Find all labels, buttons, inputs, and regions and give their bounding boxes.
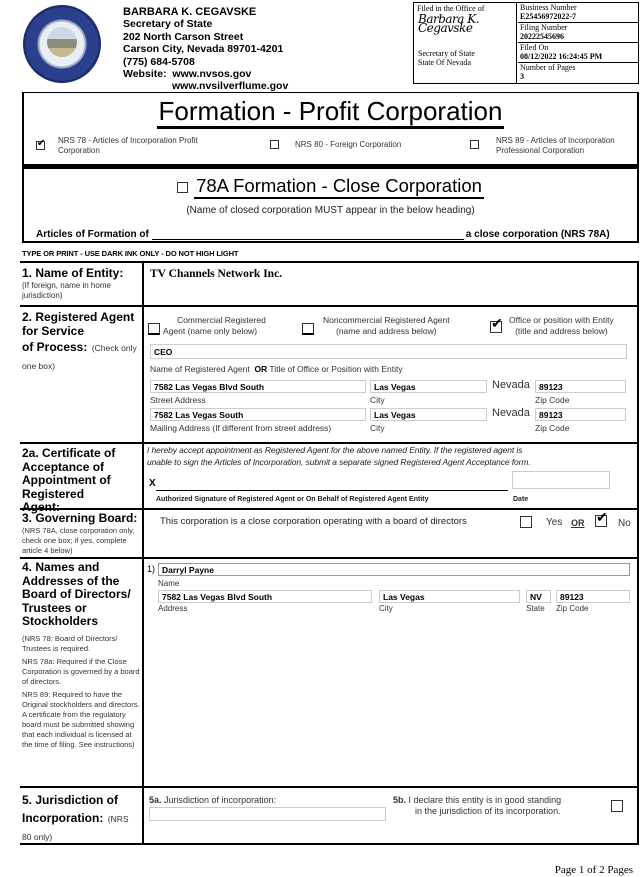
street-zip-field[interactable]: 89123 (535, 380, 626, 393)
director-entry-1 (144, 559, 639, 786)
option-nrs-89[interactable] (470, 136, 615, 156)
nrs-78-label-1: NRS 78 - Articles of Incorporation Profit (58, 136, 198, 145)
date-caption: Date (513, 496, 529, 503)
section-4-note-3: NRS 89: Required to have the Original stockholders and directors. A certificate from the regulatory board must be submitted showing that each individual is licensed at the time of filing. See instructions) (22, 689, 140, 749)
good-standing-checkbox[interactable] (611, 800, 623, 812)
filed-on-label: Filed On (520, 43, 549, 52)
acceptance-date-field[interactable] (512, 471, 610, 489)
noncommercial-agent-checkbox[interactable] (302, 323, 314, 335)
close-corporation-checkbox[interactable] (177, 182, 188, 193)
section-5-heading: 5. Jurisdiction of Incorporation: (22, 793, 119, 825)
official-name: BARBARA K. CEGAVSKE (123, 6, 257, 18)
street-state: Nevada (492, 379, 530, 391)
agent-type-commercial[interactable] (148, 315, 266, 337)
section-1-heading: 1. Name of Entity: (22, 266, 124, 280)
filed-on-cell (518, 43, 639, 63)
agent-type-office[interactable] (490, 315, 614, 337)
section-1-name-of-entity (20, 263, 639, 307)
street-zip-caption: Zip Code (535, 395, 570, 405)
agent-type-noncommercial[interactable] (302, 315, 450, 337)
address-line-2: Carson City, Nevada 89701-4201 (123, 43, 284, 56)
website-link-2[interactable]: www.nvsilverflume.gov (172, 80, 289, 93)
section-1-subtext: (If foreign, name in home jurisdiction) (22, 280, 111, 300)
seal-landscape (47, 27, 77, 57)
section-2-heading-2: of Process: (22, 340, 88, 354)
section-2a-heading: 2a. Certificate of Acceptance of Appointment of Registered Agent: (22, 446, 116, 514)
street-city-caption: City (370, 395, 385, 405)
option-nrs-80[interactable] (270, 140, 401, 150)
section-4-board-of-directors (20, 559, 639, 788)
secretary-line-1: Secretary of State (418, 49, 475, 58)
director-zip-caption: Zip Code (556, 604, 589, 613)
noncommercial-agent-label-1: Noncommercial Registered Agent (323, 315, 450, 325)
address-line-1: 202 North Carson Street (123, 30, 244, 43)
formation-type-box (22, 92, 639, 166)
governing-board-yes-label: Yes (546, 517, 563, 528)
mailing-zip-field[interactable]: 89123 (535, 408, 626, 421)
director-name-caption: Name (158, 579, 180, 588)
secretary-line-2: State Of Nevada (418, 57, 471, 67)
section-5-jurisdiction (20, 788, 639, 845)
jurisdiction-label (149, 795, 276, 805)
mailing-city-caption: City (370, 423, 385, 433)
filing-number-cell (518, 23, 639, 43)
business-number-cell (518, 3, 639, 23)
articles-suffix-label: a close corporation (NRS 78A) (465, 229, 610, 240)
governing-board-no-checkbox[interactable] (595, 515, 607, 527)
pages-label: Number of Pages (520, 63, 576, 72)
agent-name-caption: Name of Registered Agent OR Title of Office or Position with Entity (150, 364, 403, 374)
agent-name-field[interactable]: CEO (150, 344, 627, 359)
director-index: 1) (147, 564, 156, 574)
section-4-heading: 4. Names and Addresses of the Board of Directors/ Trustees or Stockholders (22, 560, 131, 628)
section-3-subtext: (NRS 78A, close corporation only, check one box; if yes, complete article 4 below) (22, 525, 135, 555)
office-position-checkbox[interactable] (490, 321, 502, 333)
nrs-89-checkbox[interactable] (470, 140, 479, 149)
governing-board-no-label: No (618, 518, 631, 529)
filing-number-value: 20222545696 (520, 31, 564, 41)
nrs-78-label-2: Corporation (58, 146, 100, 155)
governing-board-yes-checkbox[interactable] (520, 516, 532, 528)
close-corporation-box (22, 166, 639, 243)
director-address-field[interactable]: 7582 Las Vegas Blvd South (158, 590, 372, 603)
jurisdiction-field[interactable] (149, 807, 386, 821)
good-standing-line-2: in the jurisdiction of its incorporation. (415, 806, 561, 816)
nrs-89-label-2: Professional Corporation (496, 146, 585, 155)
nevada-state-seal-icon (23, 5, 101, 83)
commercial-agent-checkbox[interactable] (148, 323, 160, 335)
option-nrs-78[interactable] (36, 136, 198, 156)
street-city-field[interactable]: Las Vegas (370, 380, 487, 393)
website-label: Website: (123, 68, 167, 81)
mailing-city-field[interactable]: Las Vegas (370, 408, 487, 421)
director-state-caption: State (526, 604, 545, 613)
director-address-caption: Address (158, 604, 188, 613)
section-5a-number: 5a. (149, 795, 162, 805)
section-4-note-2: NRS 78a: Required if the Close Corporation is governed by a board of directors. (22, 656, 140, 686)
section-5b-number: 5b. (393, 795, 407, 805)
section-5-subtext: (NRS 80 only) (22, 814, 129, 842)
nrs-78-checkbox[interactable] (36, 141, 45, 150)
director-city-field[interactable]: Las Vegas (379, 590, 520, 603)
director-name-field[interactable]: Darryl Payne (158, 563, 630, 576)
mailing-zip-caption: Zip Code (535, 423, 570, 433)
section-2-heading: 2. Registered Agent for Service (22, 310, 135, 338)
close-corporation-note: (Name of closed corporation MUST appear in the below heading) (186, 205, 475, 216)
governing-board-or: OR (571, 518, 585, 528)
director-zip-field[interactable]: 89123 (556, 590, 630, 603)
section-3-governing-board (20, 510, 639, 559)
close-corporation-name-field[interactable] (152, 230, 464, 240)
nrs-80-checkbox[interactable] (270, 140, 279, 149)
entity-name-field[interactable]: TV Channels Network Inc. (150, 268, 283, 280)
ink-instructions: TYPE OR PRINT - USE DARK INK ONLY - DO NOT HIGH LIGHT (22, 249, 239, 258)
page-number: Page 1 of 2 Pages (554, 864, 633, 876)
signature-caption: Authorized Signature of Registered Agent or On Behalf of Registered Agent Entity (156, 496, 429, 503)
office-position-label-1: Office or position with Entity (509, 315, 614, 325)
pages-value: 3 (520, 71, 524, 81)
good-standing-line-1: I declare this entity is in good standing (408, 795, 562, 805)
mailing-address-caption: Mailing Address (If different from street address) (150, 423, 332, 433)
section-5a-label: Jurisdiction of incorporation: (164, 795, 277, 805)
secretary-of-state-info (123, 6, 288, 93)
street-address-caption: Street Address (150, 395, 206, 405)
office-position-label-2: (title and address below) (515, 326, 608, 336)
signature-line[interactable] (156, 490, 508, 491)
articles-of-formation-label: Articles of Formation of (36, 229, 149, 240)
section-4-note-1: (NRS 78: Board of Directors/ Trustees is required. (22, 633, 118, 653)
mailing-address-field[interactable]: 7582 Las Vegas South (150, 408, 366, 421)
good-standing-declaration (393, 795, 561, 817)
section-2-registered-agent (20, 307, 639, 444)
filing-stamp (413, 2, 639, 84)
section-2-subtext: (Check only one box) (22, 343, 137, 371)
pages-cell (518, 63, 639, 83)
commercial-agent-label-2: Agent (name only below) (163, 326, 258, 336)
noncommercial-agent-label-2: (name and address below) (335, 326, 437, 336)
acceptance-text-line-1: I hereby accept appointment as Registered Agent for the above named Entity. If the registered agent is (147, 445, 523, 455)
filed-on-value: 08/12/2022 16:24:45 PM (520, 51, 603, 61)
business-number-label: Business Number (520, 3, 577, 12)
street-address-field[interactable]: 7582 Las Vegas Blvd South (150, 380, 366, 393)
nrs-89-label-1: NRS 89 - Articles of Incorporation (496, 136, 615, 145)
articles-form (20, 261, 639, 843)
filed-in-office-label: Filed in the Office of (417, 4, 485, 13)
mailing-state: Nevada (492, 407, 530, 419)
close-corporation-title: 78A Formation - Close Corporation (194, 175, 484, 199)
official-title: Secretary of State (123, 18, 213, 31)
acceptance-text-line-2: unable to sign the Articles of Incorporation, submit a separate signed Registered Agent Acceptance form. (147, 456, 531, 467)
form-title: Formation - Profit Corporation (157, 96, 505, 129)
secretary-signature: Barbara K. Cegavske (418, 12, 480, 35)
phone: (775) 684-5708 (123, 55, 195, 68)
business-number-value: E25456972022-7 (520, 11, 576, 21)
director-state-field[interactable]: NV (526, 590, 551, 603)
nrs-80-label: NRS 80 - Foreign Corporation (295, 140, 402, 149)
signature-x-mark: X (149, 478, 156, 489)
director-city-caption: City (379, 604, 393, 613)
governing-board-statement: This corporation is a close corporation operating with a board of directors (160, 516, 467, 527)
website-link-1[interactable]: www.nvsos.gov (172, 68, 252, 81)
filing-number-label: Filing Number (520, 23, 568, 32)
commercial-agent-label-1: Commercial Registered (177, 315, 266, 325)
section-3-heading: 3. Governing Board: (22, 511, 138, 525)
section-2a-certificate-of-acceptance (20, 444, 639, 514)
